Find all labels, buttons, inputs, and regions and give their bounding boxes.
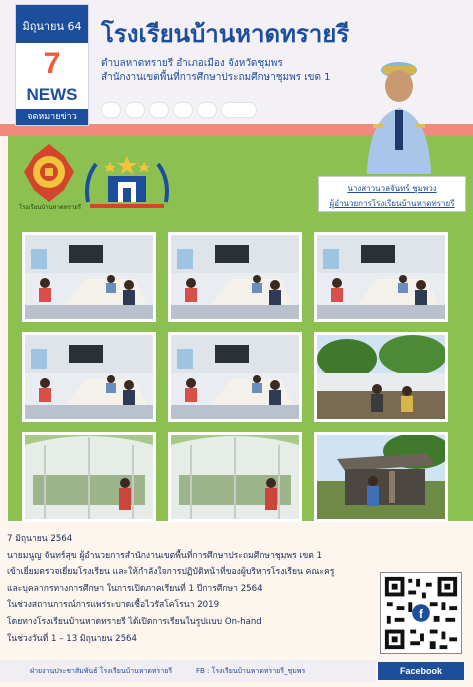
photo-image bbox=[317, 435, 445, 519]
photo-image bbox=[317, 335, 445, 419]
badge-subtitle: จดหมายข่าว bbox=[16, 109, 88, 125]
photo-image bbox=[25, 435, 153, 519]
activity-photo bbox=[22, 232, 156, 322]
activity-photo bbox=[168, 432, 302, 522]
activity-photo bbox=[314, 432, 448, 522]
article-line: นายมนูญ จันทร์สุข ผู้อำนวยการสำนักงานเขตพื้นที่การศึกษาประถมศึกษาชุมพร เขต 1 bbox=[7, 550, 323, 561]
address-line-1: ตำบลหาดทรายรี อำเภอเมือง จังหวัดชุมพร bbox=[101, 58, 283, 69]
qr-code-icon[interactable] bbox=[380, 572, 462, 654]
photo-image bbox=[171, 235, 299, 319]
svg-text:f: f bbox=[419, 607, 423, 621]
dot bbox=[173, 102, 193, 118]
photo-image bbox=[317, 235, 445, 319]
article-line: โดยทางโรงเรียนบ้านหาดทรายรี ได้เปิดการเรียนในรูปแบบ On-hand bbox=[7, 616, 262, 627]
badge-news: NEWS bbox=[26, 85, 78, 104]
article-line: และบุคลากรทางการศึกษา ในการเปิดภาคเรียนที่ 1 ปีการศึกษา 2564 bbox=[7, 583, 263, 594]
photo-image bbox=[25, 335, 153, 419]
footer-pr-unit: ฝ่ายงานประชาสัมพันธ์ โรงเรียนบ้านหาดทรายรี bbox=[30, 667, 173, 675]
article-line: ในช่วงสถานการณ์การแพร่ระบาดเชื้อไวรัสโคโรนา 2019 bbox=[7, 600, 220, 611]
dot bbox=[149, 102, 169, 118]
activity-photo bbox=[314, 332, 448, 422]
facebook-button[interactable]: Facebook bbox=[378, 662, 464, 680]
address-line-2: สำนักงานเขตพื้นที่การศึกษาประถมศึกษาชุมพร เขต 1 bbox=[101, 72, 331, 83]
article-line: ในช่วงวันที่ 1 – 13 มิถุนายน 2564 bbox=[7, 633, 137, 644]
dot bbox=[101, 102, 121, 118]
footer-fb-handle: FB : โรงเรียนบ้านหาดทรายรี_ชุมพร bbox=[196, 667, 306, 675]
activity-photo bbox=[168, 332, 302, 422]
director-portrait bbox=[357, 46, 441, 174]
activity-photo bbox=[22, 432, 156, 522]
issue-badge bbox=[15, 4, 89, 126]
director-name: นางสาวนวลจันทร์ ชุมพวง bbox=[347, 184, 437, 193]
obec-logo-icon bbox=[80, 150, 174, 212]
article-date: 7 มิถุนายน 2564 bbox=[7, 534, 73, 544]
activity-photo bbox=[314, 232, 448, 322]
activity-photo bbox=[22, 332, 156, 422]
article-text bbox=[7, 531, 377, 647]
article-line: เข้าเยี่ยมตรวจเยี่ยมโรงเรียน และให้กำลังใจการปฏิบัติหน้าที่ของผู้บริหารโรงเรียน คณะครู bbox=[7, 567, 335, 578]
director-name-box bbox=[318, 176, 466, 212]
photo-image bbox=[25, 235, 153, 319]
dot bbox=[197, 102, 217, 118]
activity-photo bbox=[168, 232, 302, 322]
badge-number: 7 bbox=[43, 47, 61, 80]
director-title: ผู้อำนวยการโรงเรียนบ้านหาดทรายรี bbox=[329, 199, 455, 208]
badge-month: มิถุนายน 64 bbox=[16, 5, 88, 43]
school-name: โรงเรียนบ้านหาดทรายรี bbox=[101, 20, 350, 48]
photo-image bbox=[171, 335, 299, 419]
dot bbox=[221, 102, 257, 118]
decorative-dots bbox=[101, 102, 257, 118]
emblem-caption: โรงเรียนบ้านหาดทรายรี bbox=[18, 204, 82, 211]
dot bbox=[125, 102, 145, 118]
school-emblem-icon bbox=[22, 142, 76, 204]
photo-image bbox=[171, 435, 299, 519]
